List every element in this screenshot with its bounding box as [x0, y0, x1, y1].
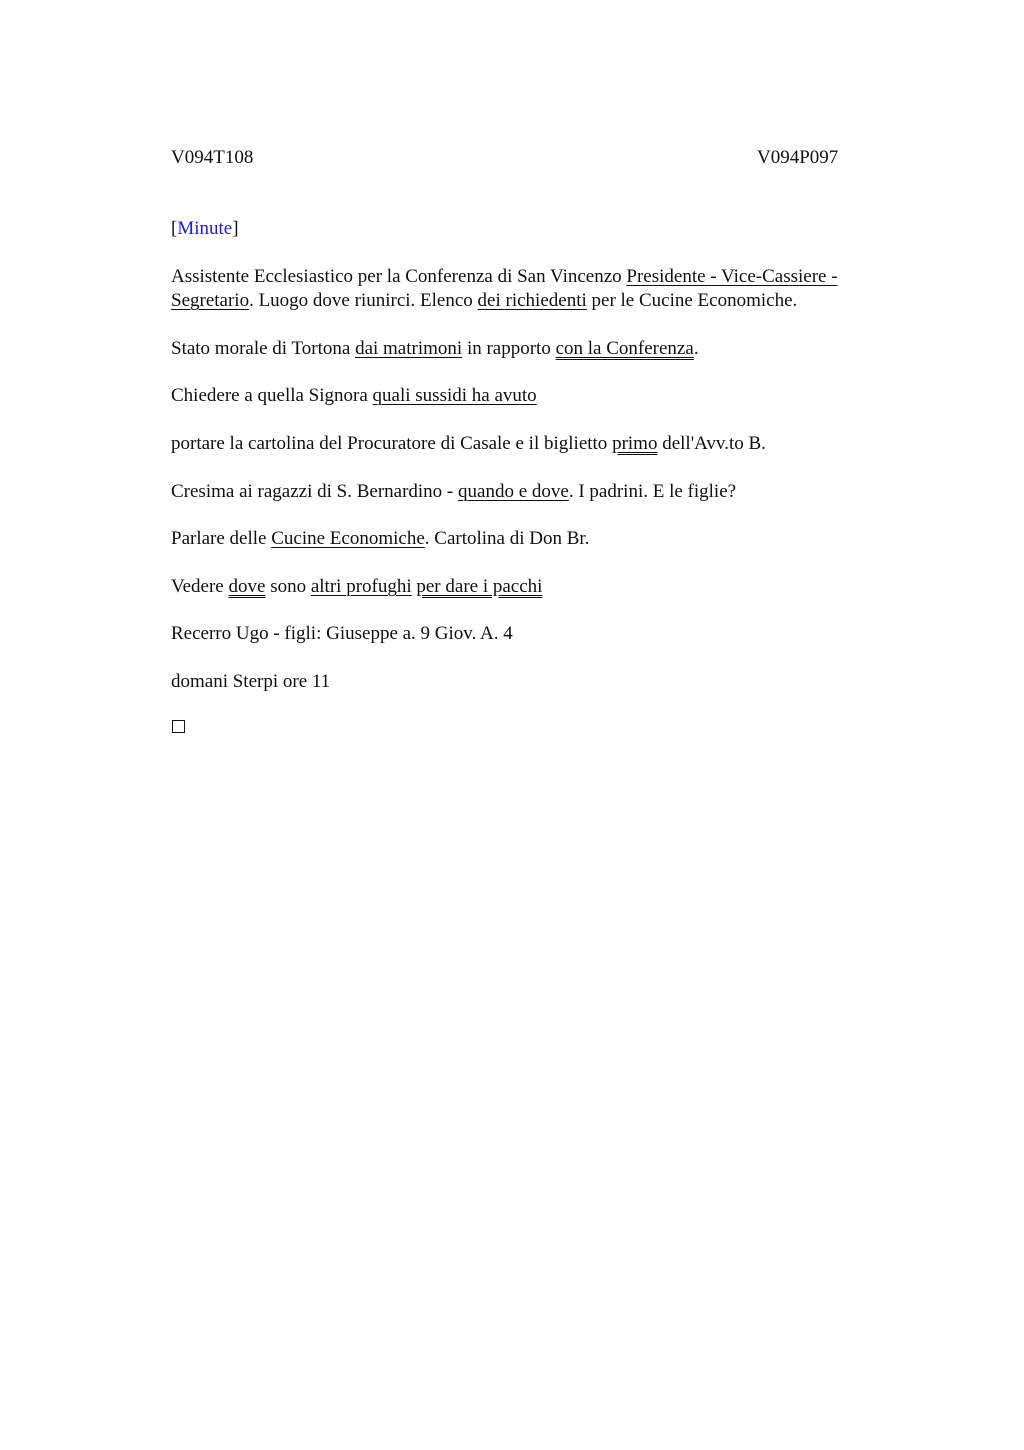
underlined-run: quali sussidi ha avuto	[372, 385, 537, 406]
text-run: . Luogo dove riunirci. Elenco	[249, 290, 478, 311]
text-run: dell'Avv.to B.	[657, 433, 766, 454]
underlined-run: quando e dove	[458, 481, 569, 502]
paragraph-chiedere	[171, 384, 911, 408]
double-underlined-run: per dare i pacchi	[416, 576, 543, 597]
paragraph-domani	[171, 670, 911, 694]
text-run: Vedere	[171, 576, 229, 597]
text-run: domani Sterpi ore 11	[171, 671, 331, 692]
paragraph-parlare	[171, 527, 911, 551]
text-run: Parlare delle	[171, 528, 272, 549]
double-underlined-run: con la Conferenza	[555, 338, 694, 359]
underlined-run: Cucine Economiche	[271, 528, 425, 549]
text-run: Assistente Ecclesiastico per la Conferenza di San Vincenzo	[171, 266, 627, 287]
text-run: Chiedere a quella Signora	[171, 385, 373, 406]
paragraph-assistente	[171, 265, 911, 313]
paragraph-portare	[171, 432, 911, 456]
underlined-run: Presidente - Vice-Cassiere - Segretario	[171, 266, 838, 311]
underlined-run: dai matrimoni	[355, 338, 463, 359]
text-run: . I padrini. E le figlie?	[568, 481, 737, 502]
document-code-left: V094T108	[171, 147, 254, 168]
text-run: Recerro Ugo - figli: Giuseppe a. 9 Giov. A. 4	[171, 623, 513, 644]
document-code-right: V094P097	[757, 147, 839, 168]
minute-label	[171, 218, 239, 240]
paragraph-recerro	[171, 622, 911, 646]
paragraph-cresima	[171, 480, 911, 504]
text-run: portare la cartolina del Procuratore di Casale e il biglietto	[171, 433, 613, 454]
text-run: Cresima ai ragazzi di S. Bernardino -	[171, 481, 459, 502]
text-run: Stato morale di Tortona	[171, 338, 356, 359]
paragraph-vedere	[171, 575, 911, 599]
paragraph-stato-morale	[171, 337, 911, 361]
underlined-run: altri profughi	[310, 576, 412, 597]
empty-checkbox-icon	[172, 720, 185, 733]
bracket-open: [	[171, 218, 178, 239]
minute-link[interactable]: Minute	[177, 218, 233, 239]
text-run: .	[693, 338, 699, 359]
underlined-run: dei richiedenti	[477, 290, 587, 311]
text-run: sono	[265, 576, 311, 597]
double-underlined-run: primo	[612, 433, 658, 454]
text-run: in rapporto	[462, 338, 556, 359]
bracket-close: ]	[232, 218, 239, 239]
double-underlined-run: dove	[228, 576, 266, 597]
text-run: per le Cucine Economiche.	[586, 290, 798, 311]
text-run: . Cartolina di Don Br.	[424, 528, 590, 549]
